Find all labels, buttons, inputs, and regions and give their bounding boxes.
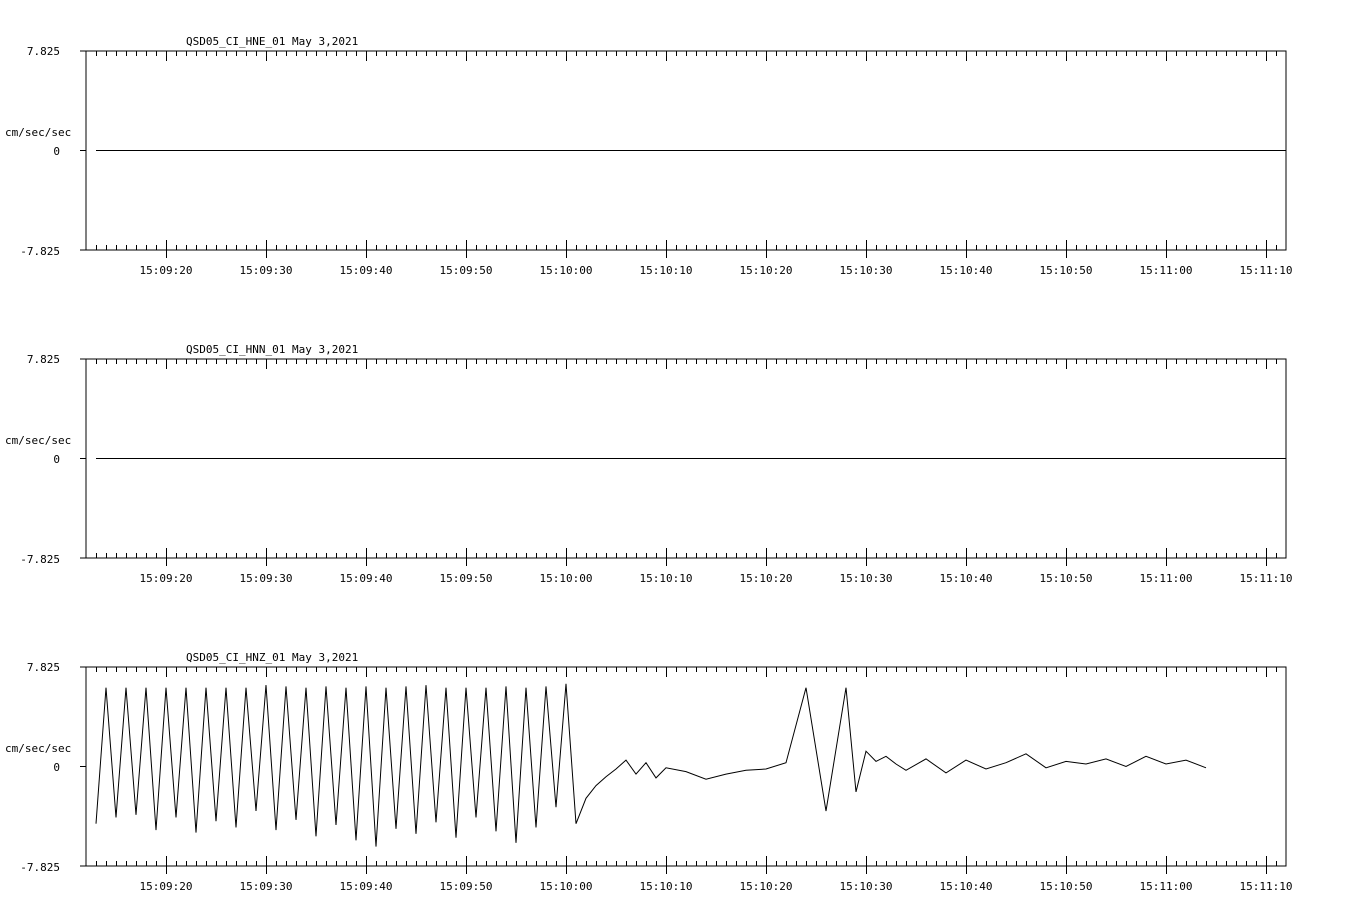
plot-area — [80, 51, 1292, 277]
x-tick-label: 15:10:00 — [539, 880, 593, 893]
x-tick-label: 15:10:40 — [939, 264, 993, 277]
x-tick-label: 15:10:00 — [539, 572, 593, 585]
x-tick-label: 15:10:10 — [639, 264, 693, 277]
x-tick-label: 15:11:10 — [1239, 880, 1293, 893]
x-tick-label: 15:09:20 — [139, 880, 193, 893]
plot-area — [80, 667, 1292, 893]
panel-title: QSD05_CI_HNN_01 May 3,2021 — [186, 343, 359, 356]
y-tick-label-bottom: -7.825 — [20, 245, 60, 258]
x-tick-label: 15:09:20 — [139, 572, 193, 585]
x-tick-label: 15:10:30 — [839, 880, 893, 893]
y-tick-label-zero: 0 — [53, 761, 60, 774]
x-tick-label: 15:09:50 — [439, 572, 493, 585]
x-tick-label: 15:11:00 — [1139, 264, 1193, 277]
plot-area — [80, 359, 1292, 585]
x-tick-label: 15:10:50 — [1039, 264, 1093, 277]
x-tick-label: 15:10:40 — [939, 572, 993, 585]
x-tick-label: 15:09:30 — [239, 264, 293, 277]
y-tick-label-bottom: -7.825 — [20, 553, 60, 566]
y-tick-label-top: 7.825 — [26, 45, 60, 58]
panel-hnz — [5, 651, 1292, 893]
x-tick-label: 15:10:20 — [739, 880, 793, 893]
panel-hne — [5, 35, 1292, 277]
x-tick-label: 15:09:40 — [339, 572, 393, 585]
y-tick-label-bottom: -7.825 — [20, 861, 60, 874]
x-tick-label: 15:11:10 — [1239, 572, 1293, 585]
x-tick-label: 15:10:10 — [639, 880, 693, 893]
x-tick-label: 15:11:10 — [1239, 264, 1293, 277]
y-tick-label-zero: 0 — [53, 145, 60, 158]
x-tick-label: 15:10:30 — [839, 572, 893, 585]
y-axis-label: cm/sec/sec — [5, 434, 72, 447]
x-tick-label: 15:10:20 — [739, 572, 793, 585]
y-tick-label-top: 7.825 — [26, 353, 60, 366]
x-tick-label: 15:09:30 — [239, 572, 293, 585]
panel-hnn — [5, 343, 1292, 585]
x-tick-label: 15:11:00 — [1139, 880, 1193, 893]
x-tick-label: 15:10:40 — [939, 880, 993, 893]
x-tick-label: 15:10:50 — [1039, 880, 1093, 893]
x-tick-label: 15:09:50 — [439, 880, 493, 893]
panel-title: QSD05_CI_HNE_01 May 3,2021 — [186, 35, 359, 48]
x-tick-label: 15:09:40 — [339, 880, 393, 893]
x-tick-label: 15:09:50 — [439, 264, 493, 277]
plot-frame — [86, 667, 1286, 866]
x-tick-label: 15:09:40 — [339, 264, 393, 277]
x-tick-label: 15:10:20 — [739, 264, 793, 277]
x-tick-label: 15:10:30 — [839, 264, 893, 277]
x-tick-label: 15:09:20 — [139, 264, 193, 277]
panel-title: QSD05_CI_HNZ_01 May 3,2021 — [186, 651, 359, 664]
x-tick-label: 15:10:00 — [539, 264, 593, 277]
x-tick-label: 15:11:00 — [1139, 572, 1193, 585]
waveform-trace — [96, 684, 1206, 847]
x-tick-label: 15:09:30 — [239, 880, 293, 893]
y-tick-label-zero: 0 — [53, 453, 60, 466]
y-tick-label-top: 7.825 — [26, 661, 60, 674]
y-axis-label: cm/sec/sec — [5, 126, 72, 139]
x-tick-label: 15:10:50 — [1039, 572, 1093, 585]
y-axis-label: cm/sec/sec — [5, 742, 72, 755]
x-tick-label: 15:10:10 — [639, 572, 693, 585]
